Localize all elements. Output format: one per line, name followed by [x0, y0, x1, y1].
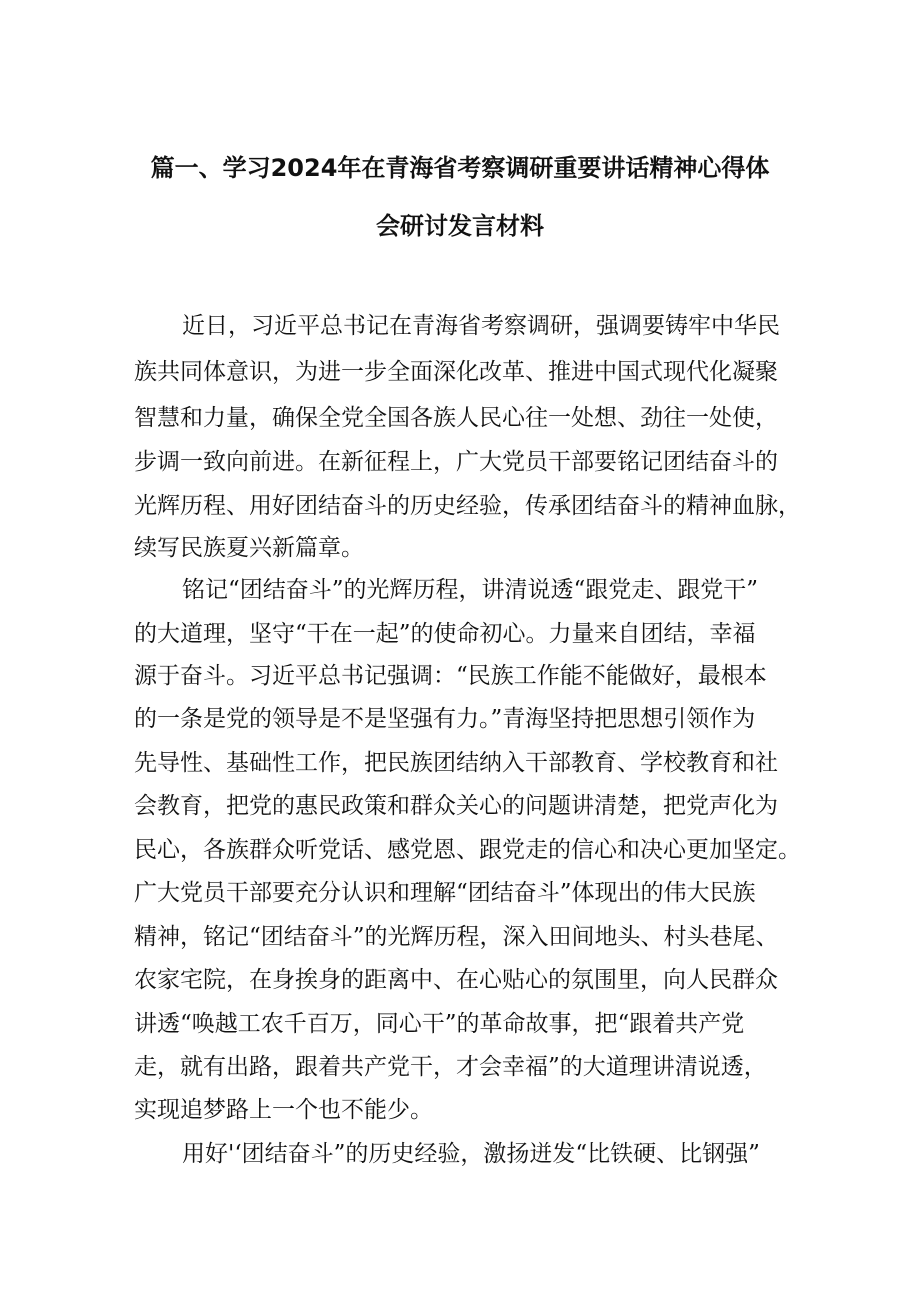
paragraph-line: 农家宅院，在身挨身的距离中、在心贴心的氛围里，向人民群众 — [134, 967, 778, 993]
paragraph-line: 民心，各族群众听党话、感党恩、跟党走的信心和决心更加坚定。 — [134, 837, 801, 863]
paragraph-line: 广大党员干部要充分认识和理解“团结奋斗”体现出的伟大民族 — [134, 880, 756, 906]
paragraph-line: 步调一致向前进。在新征程上，广大党员干部要铭记团结奋斗的 — [134, 449, 778, 475]
paragraph-line: 实现追梦路上一个也不能少。 — [134, 1097, 433, 1123]
paragraph-line: 会教育，把党的惠民政策和群众关心的问题讲清楚，把党声化为 — [134, 793, 778, 819]
paragraph-line: 续写民族夏兴新篇章。 — [134, 535, 364, 561]
paragraph-line: 走，就有出路，跟着共产党干，才会幸福”的大道理讲清说透， — [134, 1054, 767, 1080]
paragraph-line: 源于奋斗。习近平总书记强调：“民族工作能不能做好，最根本 — [134, 663, 767, 689]
paragraph-line: 铭记“团结奋斗”的光辉历程，讲清说透“跟党走、跟党干” — [182, 577, 759, 603]
document-title-line-1: 篇一、学习2024年在青海省考察调研重要讲话精神心得体 — [150, 154, 770, 182]
paragraph-line: 讲透“唤越工农千百万，同心干”的革命故事，把“跟着共产党 — [134, 1011, 745, 1037]
paragraph-line: 精神，铭记“团结奋斗”的光辉历程，深入田间地头、村头巷尾、 — [134, 924, 779, 950]
paragraph-line: 用好'‘团结奋斗”的历史经验，激扬迸发“比铁硬、比钢强” — [182, 1141, 760, 1167]
paragraph-line: 族共同体意识，为进一步全面深化改革、推进中国式现代化凝聚 — [134, 359, 778, 385]
paragraph-line: 智慧和力量，确保全党全国各族人民心往一处想、劲往一处使， — [134, 405, 778, 431]
paragraph-line: 近日，习近平总书记在青海省考察调研，强调要铸牢中华民 — [182, 313, 780, 339]
paragraph-line: 的大道理，坚守“干在一起”的使命初心。力量来自团结，幸福 — [134, 621, 756, 647]
paragraph-line: 的一条是党的领导是不是坚强有力。”青海坚持把思想引领作为 — [134, 706, 756, 732]
paragraph-line: 先导性、基础性工作，把民族团结纳入干部教育、学校教育和社 — [134, 750, 778, 776]
paragraph-line: 光辉历程、用好团结奋斗的历史经验，传承团结奋斗的精神血脉， — [134, 493, 801, 519]
document-title-line-2: 会研讨发言材料 — [376, 212, 544, 240]
